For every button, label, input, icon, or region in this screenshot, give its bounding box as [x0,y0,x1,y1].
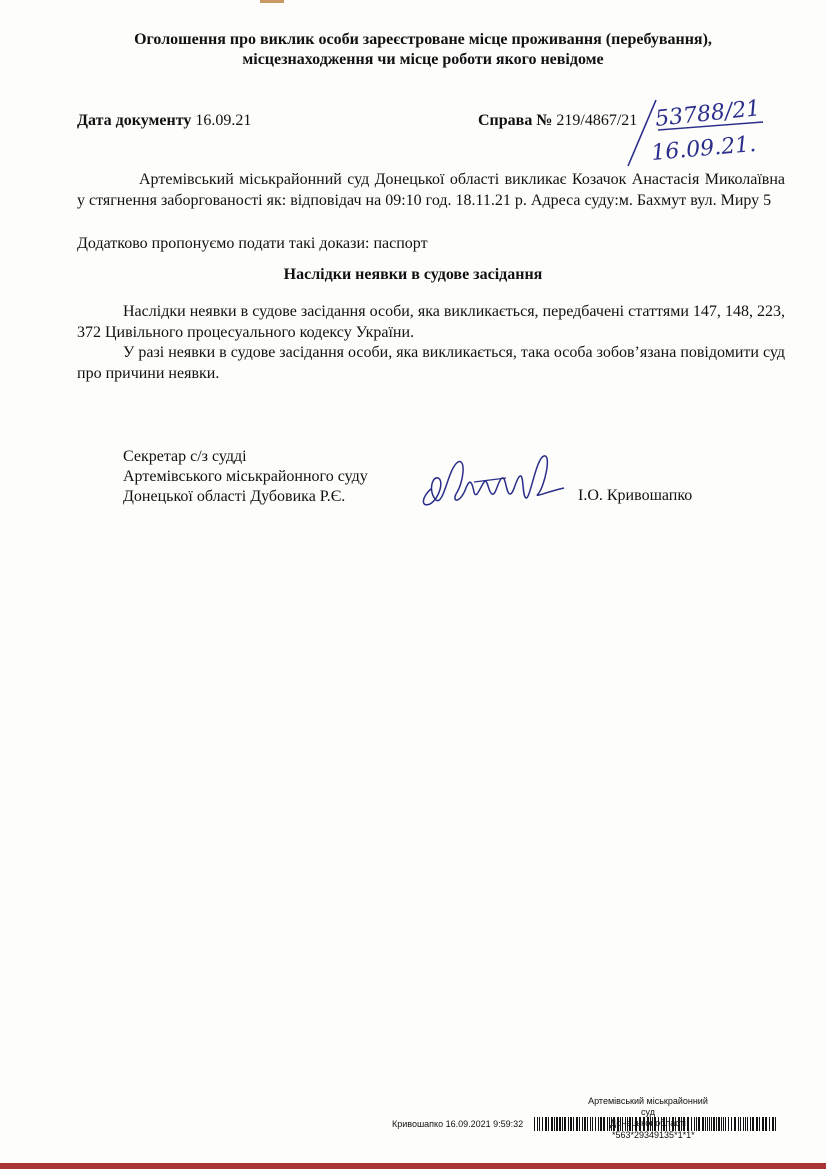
barcode-bar [691,1117,692,1131]
barcode-bar [647,1117,649,1131]
barcode-bar [718,1117,720,1131]
barcode-bar [759,1117,760,1131]
barcode-bar [745,1117,746,1131]
barcode-bar [696,1117,697,1131]
barcode-bar [556,1117,558,1131]
barcode-bar [632,1117,633,1131]
barcode-bar [750,1117,751,1131]
consequences-paragraph: Наслідки неявки в судове засідання особи, яка викликається, передбачені статтями 147, 148, 223, 372 Цивільного процесуального кодексу України. [77,303,785,341]
title-line-2: місцезнаходження чи місце роботи якого невідоме [242,51,604,68]
barcode-bar [666,1117,667,1131]
barcode-bar [622,1117,623,1131]
barcode-bar [705,1117,706,1131]
barcode-bar [752,1117,754,1131]
barcode-bar [663,1117,665,1131]
barcode-bar [716,1117,717,1131]
barcode-bar [542,1117,543,1131]
handwritten-registration-note [618,96,768,168]
barcode-bar [625,1117,626,1131]
barcode-bar [661,1117,662,1131]
barcode-bar [607,1117,608,1131]
barcode-bar [576,1117,578,1131]
secretary-line-3: Донецької області Дубовика Р.Є. [123,488,346,505]
barcode-bar [595,1117,596,1131]
barcode-bar [617,1117,619,1131]
secretary-line-1: Секретар с/з судді [123,448,247,465]
barcode-bar [562,1117,563,1131]
footer-author-timestamp: Кривошапко 16.09.2021 9:59:32 [392,1119,524,1129]
barcode-bar [772,1117,774,1131]
barcode-bar [658,1117,659,1131]
paper-bottom-edge [0,1163,826,1169]
barcode-bar [702,1117,704,1131]
barcode-bar [728,1117,729,1131]
barcode-bar [564,1117,566,1131]
handnote-date: 16.09.21. [650,131,758,166]
barcode-bar [570,1117,572,1131]
barcode-bar [568,1117,569,1131]
barcode-bar [747,1117,748,1131]
barcode-bar [683,1117,685,1131]
barcode-bar [721,1117,722,1131]
barcode-bar [592,1117,593,1131]
notice-paragraph: У разі неявки в судове засідання особи, яка викликається, така особа зобов’язана повідомити суд про причини неявки. [77,344,785,382]
barcode-bar [539,1117,540,1131]
barcode-bar [756,1117,758,1131]
barcode-bar [620,1117,621,1131]
barcode-bar [738,1117,739,1131]
barcode-bar [694,1117,695,1131]
barcode-bar [584,1117,586,1131]
case-number [478,112,637,130]
barcode-bar [579,1117,580,1131]
barcode-bar [713,1117,715,1131]
handnote-number: 53788/21 [654,96,762,132]
signer-name: І.О. Кривошапко [578,487,693,504]
case-label: Справа № [478,112,553,129]
title-line-1: Оголошення про виклик особи зареєстроване місце проживання (перебування), [134,31,712,48]
barcode-bar [582,1117,583,1131]
barcode-bar [740,1117,741,1131]
barcode-bar [743,1117,744,1131]
court-footer-line-2: Донецької області [610,1118,686,1128]
document-barcode [534,1117,778,1131]
case-value: 219/4867/21 [556,112,638,129]
secretary-line-2: Артемівського міськрайонного суду [123,468,368,485]
barcode-bar [551,1117,553,1131]
barcode-bar [590,1117,591,1131]
court-footer-line-1: Артемівський міськрайонний суд [588,1096,708,1117]
secretary-block [123,447,368,507]
barcode-bar [654,1117,656,1131]
barcode-bar [643,1117,645,1131]
barcode-bar [681,1117,682,1131]
barcode-bar [639,1117,641,1131]
barcode-bar [573,1117,574,1131]
barcode-bar [635,1117,637,1131]
barcode-bar [545,1117,547,1131]
barcode-bar [629,1117,631,1131]
barcode-bar [534,1117,535,1131]
barcode-bar [675,1117,676,1131]
barcode-bar [613,1117,615,1131]
document-title [60,30,786,70]
barcode-bar [627,1117,628,1131]
summons-paragraph: Артемівський міськрайонний суд Донецької області викликає Козачок Анастасія Миколаївна у стягнення заборгованості як: відповідач на 09:10 год. 18.11.21 р. Адреса суду:м. Бахмут вул. Миру 5 [77,171,785,209]
barcode-bar [709,1117,710,1131]
barcode-bar [650,1117,651,1131]
barcode-bar [554,1117,555,1131]
barcode-bar [734,1117,736,1131]
barcode-bar [669,1117,670,1131]
barcode-bar [707,1117,708,1131]
barcode-bar [672,1117,674,1131]
barcode-bar [678,1117,680,1131]
date-label: Дата документу [77,112,192,129]
barcode-bar [762,1117,764,1131]
barcode-bar [609,1117,610,1131]
barcode-bar [687,1117,689,1131]
barcode-bar [548,1117,549,1131]
document-date [77,112,251,130]
barcode-bar [611,1117,612,1131]
barcode-bar [769,1117,770,1131]
barcode-bar [765,1117,767,1131]
barcode-bar [711,1117,712,1131]
handwritten-signature [414,448,574,518]
barcode-bar [598,1117,599,1131]
barcode-bar [537,1117,538,1131]
barcode-bar [600,1117,602,1131]
barcode-bar [775,1117,776,1131]
barcode-bar [603,1117,605,1131]
barcode-bar [698,1117,700,1131]
barcode-bar [587,1117,588,1131]
evidence-paragraph: Додатково пропонуємо подати такі докази: паспорт [77,235,428,252]
barcode-bar [723,1117,724,1131]
date-value: 16.09.21 [195,112,252,129]
barcode-bar [652,1117,653,1131]
barcode-bar [725,1117,726,1131]
barcode-bar [731,1117,732,1131]
barcode-caption: *563*29349135*1*1* [612,1130,695,1140]
barcode-bar [559,1117,561,1131]
paper-edge-mark [260,0,284,3]
consequences-heading: Наслідки неявки в судове засідання [283,266,543,283]
